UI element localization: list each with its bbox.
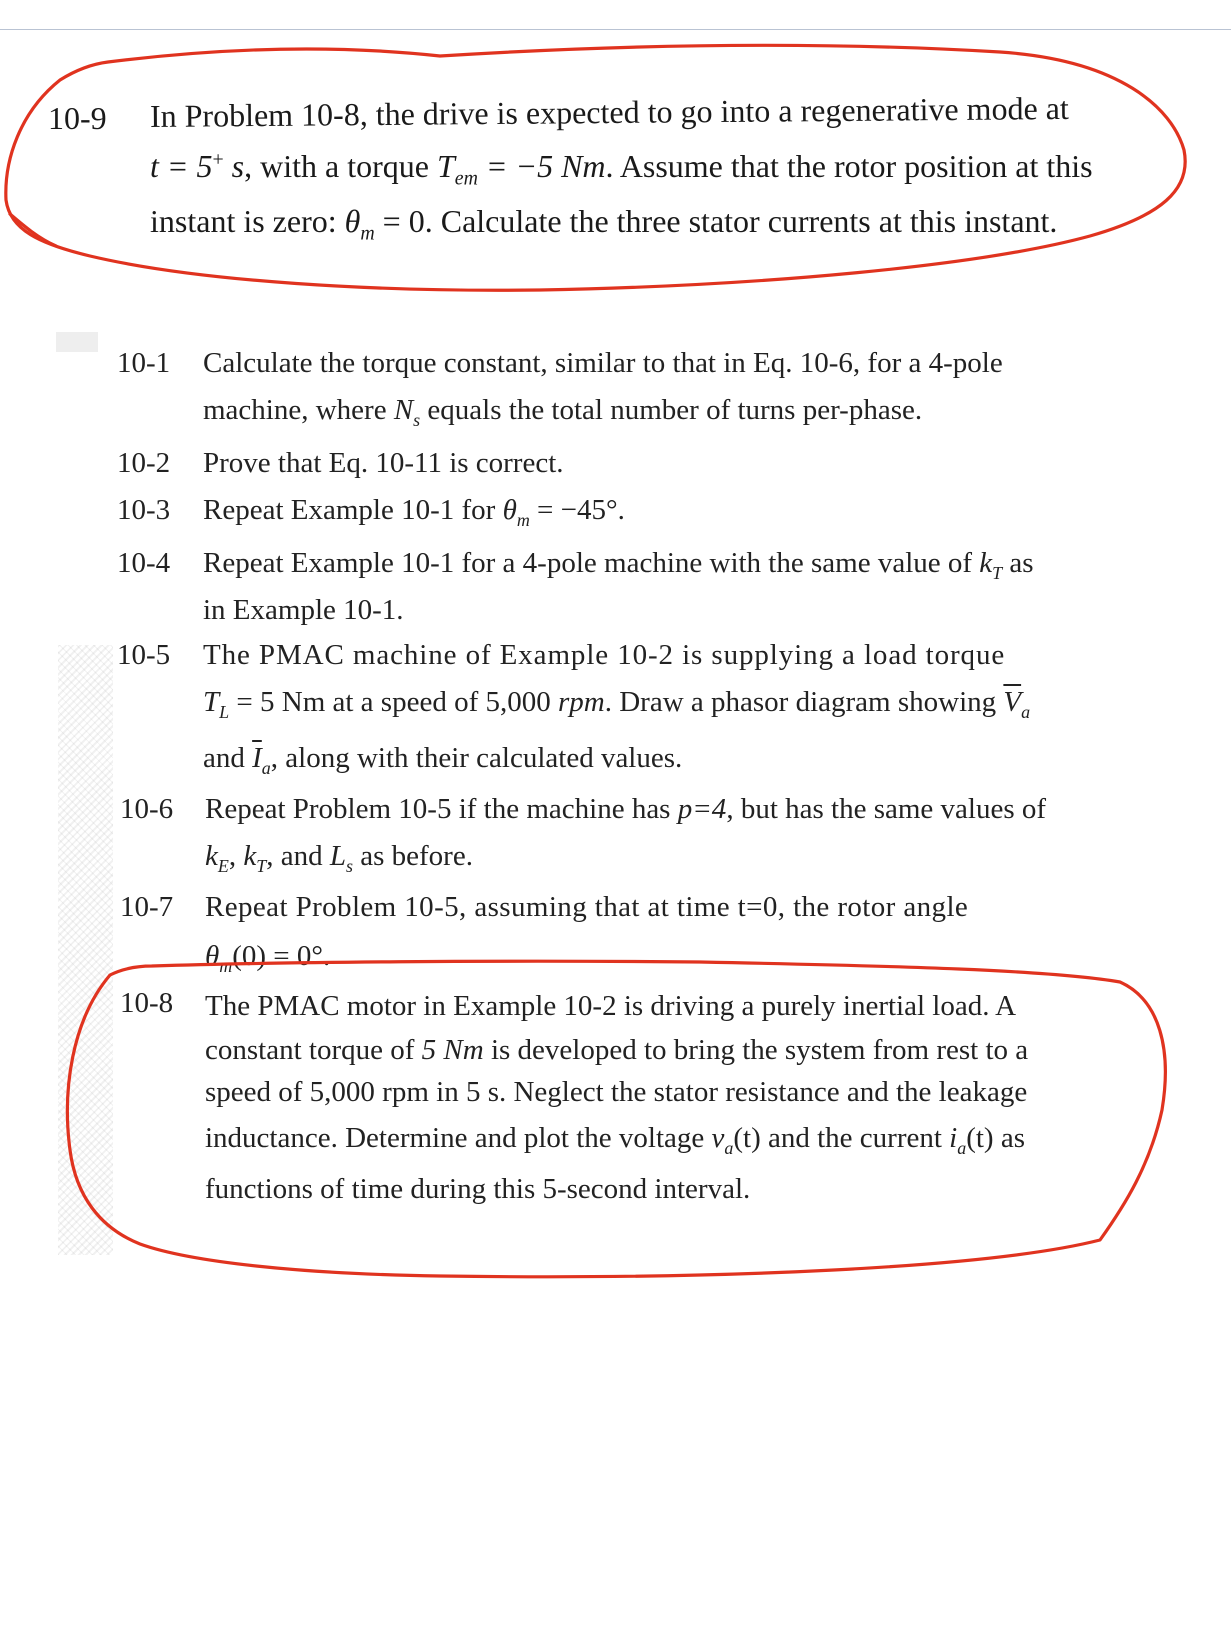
text-fragment: , xyxy=(228,840,244,872)
torque-subscript: em xyxy=(454,167,478,190)
voltage-symbol: v xyxy=(711,1122,725,1154)
problem-number: 10-6 xyxy=(120,793,174,825)
text-fragment: and xyxy=(203,742,253,774)
problem-text xyxy=(205,940,330,977)
theta-symbol: θ xyxy=(205,940,220,972)
theta-subscript: m xyxy=(516,509,530,530)
load-torque-subscript: L xyxy=(219,701,230,722)
text-fragment: , and xyxy=(266,840,330,872)
inductance-subscript: s xyxy=(346,855,353,876)
text-fragment: Repeat Example 10-1 for xyxy=(203,494,503,526)
text-fragment: machine, where xyxy=(203,394,394,426)
problem-text xyxy=(203,394,922,431)
problem-number: 10-8 xyxy=(120,987,174,1019)
problem-text-line-1: In Problem 10-8, the drive is expected to go into a regenerative mode at xyxy=(149,89,1069,134)
time-superscript: + xyxy=(212,148,224,171)
inductance-symbol: L xyxy=(329,840,346,872)
time-unit: s xyxy=(223,148,245,184)
torque-value: = −5 Nm xyxy=(477,148,606,184)
problem-number: 10-2 xyxy=(117,447,171,479)
problem-number: 10-9 xyxy=(48,100,107,136)
problem-text xyxy=(205,1034,1028,1067)
problem-text: Repeat Problem 10-5, assuming that at time t=0, the rotor angle xyxy=(205,891,969,923)
scan-edge-noise xyxy=(58,645,113,1255)
hand-drawn-stroke xyxy=(10,214,56,246)
load-torque-symbol: T xyxy=(203,686,220,718)
problem-text xyxy=(203,742,682,779)
text-fragment: . Calculate the three stator currents at this instant. xyxy=(424,203,1058,239)
problem-text xyxy=(205,793,1046,826)
ke-symbol: k xyxy=(205,840,218,872)
voltage-phasor-symbol: $\overline{V}$ xyxy=(1003,686,1022,718)
current-phasor-subscript: a xyxy=(261,757,271,778)
problem-number: 10-1 xyxy=(117,347,171,379)
problem-text xyxy=(205,1122,1025,1159)
text-fragment: (t) and the current xyxy=(733,1122,950,1154)
text-fragment: (t) as xyxy=(966,1122,1025,1154)
pole-count: p=4 xyxy=(677,793,727,825)
problem-text-line-2 xyxy=(150,148,1093,190)
text-fragment: , but has the same values of xyxy=(726,793,1047,825)
problem-text: Calculate the torque constant, similar to that in Eq. 10-6, for a 4-pole xyxy=(203,347,1003,379)
text-fragment: instant is zero: xyxy=(150,203,345,239)
time-variable: t = 5 xyxy=(150,148,213,184)
text-fragment: = 5 Nm at a speed of 5,000 xyxy=(229,686,558,718)
problem-text xyxy=(205,840,473,877)
text-fragment: Repeat Problem 10-5 if the machine has xyxy=(205,793,678,825)
torque-symbol: T xyxy=(436,148,455,184)
kt-symbol: k xyxy=(243,840,257,872)
problem-number: 10-5 xyxy=(117,639,171,671)
problem-number: 10-7 xyxy=(120,891,174,923)
theta-symbol: θ xyxy=(344,203,361,239)
problem-text xyxy=(203,494,625,531)
text-fragment: (0) = 0°. xyxy=(232,940,331,972)
turns-symbol: N xyxy=(393,394,414,426)
text-fragment: is developed to bring the system from rest to a xyxy=(483,1034,1029,1066)
problem-text: in Example 10-1. xyxy=(203,594,404,626)
kt-subscript: T xyxy=(992,562,1003,583)
problem-text xyxy=(203,686,1030,723)
text-fragment: equals the total number of turns per-phase. xyxy=(420,394,923,426)
theta-subscript: m xyxy=(360,222,375,245)
problem-text: The PMAC machine of Example 10-2 is supplying a load torque xyxy=(203,639,1006,671)
text-fragment: inductance. Determine and plot the voltage xyxy=(205,1122,712,1154)
problem-text: Prove that Eq. 10-11 is correct. xyxy=(203,447,564,479)
problem-text: speed of 5,000 rpm in 5 s. Neglect the stator resistance and the leakage xyxy=(205,1076,1028,1108)
problem-text: functions of time during this 5-second interval. xyxy=(205,1173,751,1205)
current-phasor-symbol: $\overline{I}$ xyxy=(252,742,262,774)
text-fragment: as before. xyxy=(353,840,473,872)
problem-text: The PMAC motor in Example 10-2 is driving a purely inertial load. A xyxy=(205,990,1017,1022)
turns-subscript: s xyxy=(413,409,421,430)
scan-artifact xyxy=(56,332,98,352)
problem-text xyxy=(203,547,1034,584)
text-fragment: , with a torque xyxy=(244,148,437,184)
voltage-subscript: a xyxy=(724,1137,734,1158)
text-fragment: . Draw a phasor diagram showing xyxy=(604,686,1004,718)
text-fragment: constant torque of xyxy=(205,1034,422,1066)
problem-number: 10-4 xyxy=(117,547,171,579)
theta-symbol: θ xyxy=(502,494,517,526)
text-fragment: Repeat Example 10-1 for a 4-pole machine with the same value of xyxy=(203,547,980,579)
kt-symbol: k xyxy=(979,547,993,579)
top-divider xyxy=(0,29,1231,30)
current-subscript: a xyxy=(957,1137,967,1158)
text-fragment: . Assume that the rotor position at this xyxy=(605,148,1093,184)
ke-subscript: E xyxy=(217,855,229,876)
voltage-phasor-subscript: a xyxy=(1021,701,1031,722)
torque-value: 5 Nm xyxy=(421,1034,484,1066)
rpm-unit: rpm xyxy=(557,686,605,718)
theta-subscript: m xyxy=(219,955,233,976)
problem-number: 10-3 xyxy=(117,494,171,526)
text-fragment: = −45°. xyxy=(529,494,625,526)
problem-text-line-3 xyxy=(150,203,1057,245)
theta-value: = 0 xyxy=(374,203,425,239)
current-symbol: i xyxy=(949,1122,958,1154)
text-fragment: as xyxy=(1002,547,1034,579)
kt-subscript: T xyxy=(256,855,267,876)
text-fragment: , along with their calculated values. xyxy=(270,742,683,774)
